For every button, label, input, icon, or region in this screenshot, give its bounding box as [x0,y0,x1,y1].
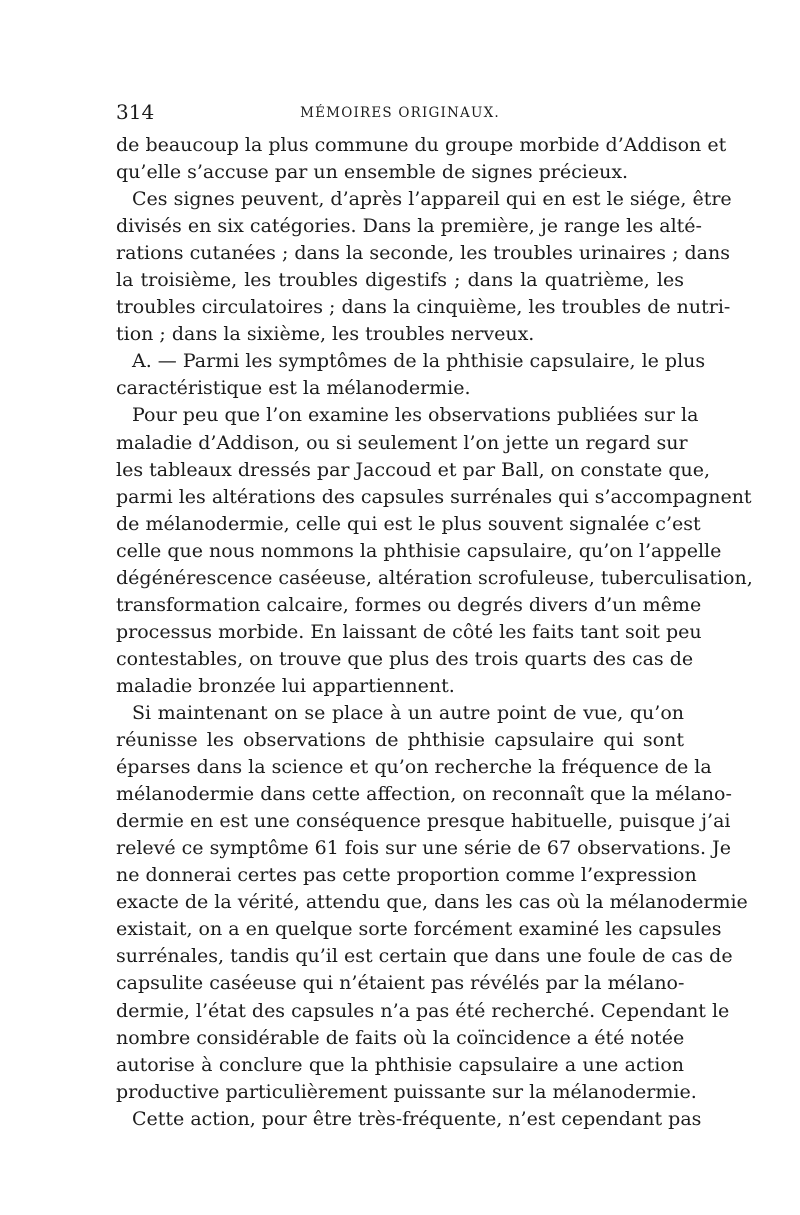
text-line: mélanodermie dans cette affection, on reconnaît que la mélano- [116,783,732,806]
text-line: maladie bronzée lui appartiennent. [116,674,455,697]
text-line: relevé ce symptôme 61 fois sur une série de 67 observations. Je [116,837,731,860]
text-line: réunisse les observations de phthisie capsulaire qui sont [116,729,684,752]
text-line: de mélanodermie, celle qui est le plus souvent signalée c’est [116,512,701,535]
text-line: processus morbide. En laissant de côté les faits tant soit peu [116,620,702,643]
body-text [116,132,753,1133]
text-line: troubles circulatoires ; dans la cinquième, les troubles de nutri- [116,296,731,319]
text-line: tion ; dans la sixième, les troubles nerveux. [116,323,535,346]
text-line: dermie, l’état des capsules n’a pas été recherché. Cependant le [116,999,730,1022]
running-title: MÉMOIRES ORIGINAUX. [300,105,500,121]
text-line: productive particulièrement puissante sur la mélanodermie. [116,1080,697,1103]
text-line: Si maintenant on se place à un autre point de vue, qu’on [132,701,684,724]
text-line: maladie d’Addison, ou si seulement l’on jette un regard sur [116,431,688,454]
text-line: exacte de la vérité, attendu que, dans les cas où la mélanodermie [116,891,748,914]
text-line: A. — Parmi les symptômes de la phthisie capsulaire, le plus [132,350,706,373]
text-line: capsulite caséeuse qui n’étaient pas révélés par la mélano- [116,972,685,995]
text-line: qu’elle s’accuse par un ensemble de signes précieux. [116,161,629,184]
text-line: surrénales, tandis qu’il est certain que dans une foule de cas de [116,945,733,968]
running-header [116,98,684,126]
text-line: autorise à conclure que la phthisie capsulaire a une action [116,1053,684,1076]
text-line: caractéristique est la mélanodermie. [116,377,471,400]
text-line: la troisième, les troubles digestifs ; dans la quatrième, les [116,269,684,292]
text-line: parmi les altérations des capsules surrénales qui s’accompagnent [116,485,752,508]
text-line: dermie en est une conséquence presque habituelle, puisque j’ai [116,810,731,833]
text-line: divisés en six catégories. Dans la première, je range les alté- [116,215,702,238]
text-line: nombre considérable de faits où la coïncidence a été notée [116,1026,685,1049]
text-line: ne donnerai certes pas cette proportion comme l’expression [116,864,697,887]
text-line: rations cutanées ; dans la seconde, les troubles urinaires ; dans [116,242,730,265]
text-line: les tableaux dressés par Jaccoud et par Ball, on constate que, [116,458,711,481]
text-line: celle que nous nommons la phthisie capsulaire, qu’on l’appelle [116,539,722,562]
text-line: Pour peu que l’on examine les observations publiées sur la [132,404,699,427]
text-line: éparses dans la science et qu’on recherche la fréquence de la [116,756,712,779]
text-line: de beaucoup la plus commune du groupe morbide d’Addison et [116,134,727,156]
text-line: transformation calcaire, formes ou degrés divers d’un même [116,593,702,616]
text-line: contestables, on trouve que plus des trois quarts des cas de [116,647,694,670]
text-line: dégénérescence caséeuse, altération scrofuleuse, tuberculisation, [116,566,753,589]
page-number: 314 [116,100,155,124]
text-line: Ces signes peuvent, d’après l’appareil qui en est le siége, être [132,188,732,211]
text-line: Cette action, pour être très-fréquente, n’est cependant pas [132,1107,702,1130]
text-line: existait, on a en quelque sorte forcément examiné les capsules [116,918,722,941]
